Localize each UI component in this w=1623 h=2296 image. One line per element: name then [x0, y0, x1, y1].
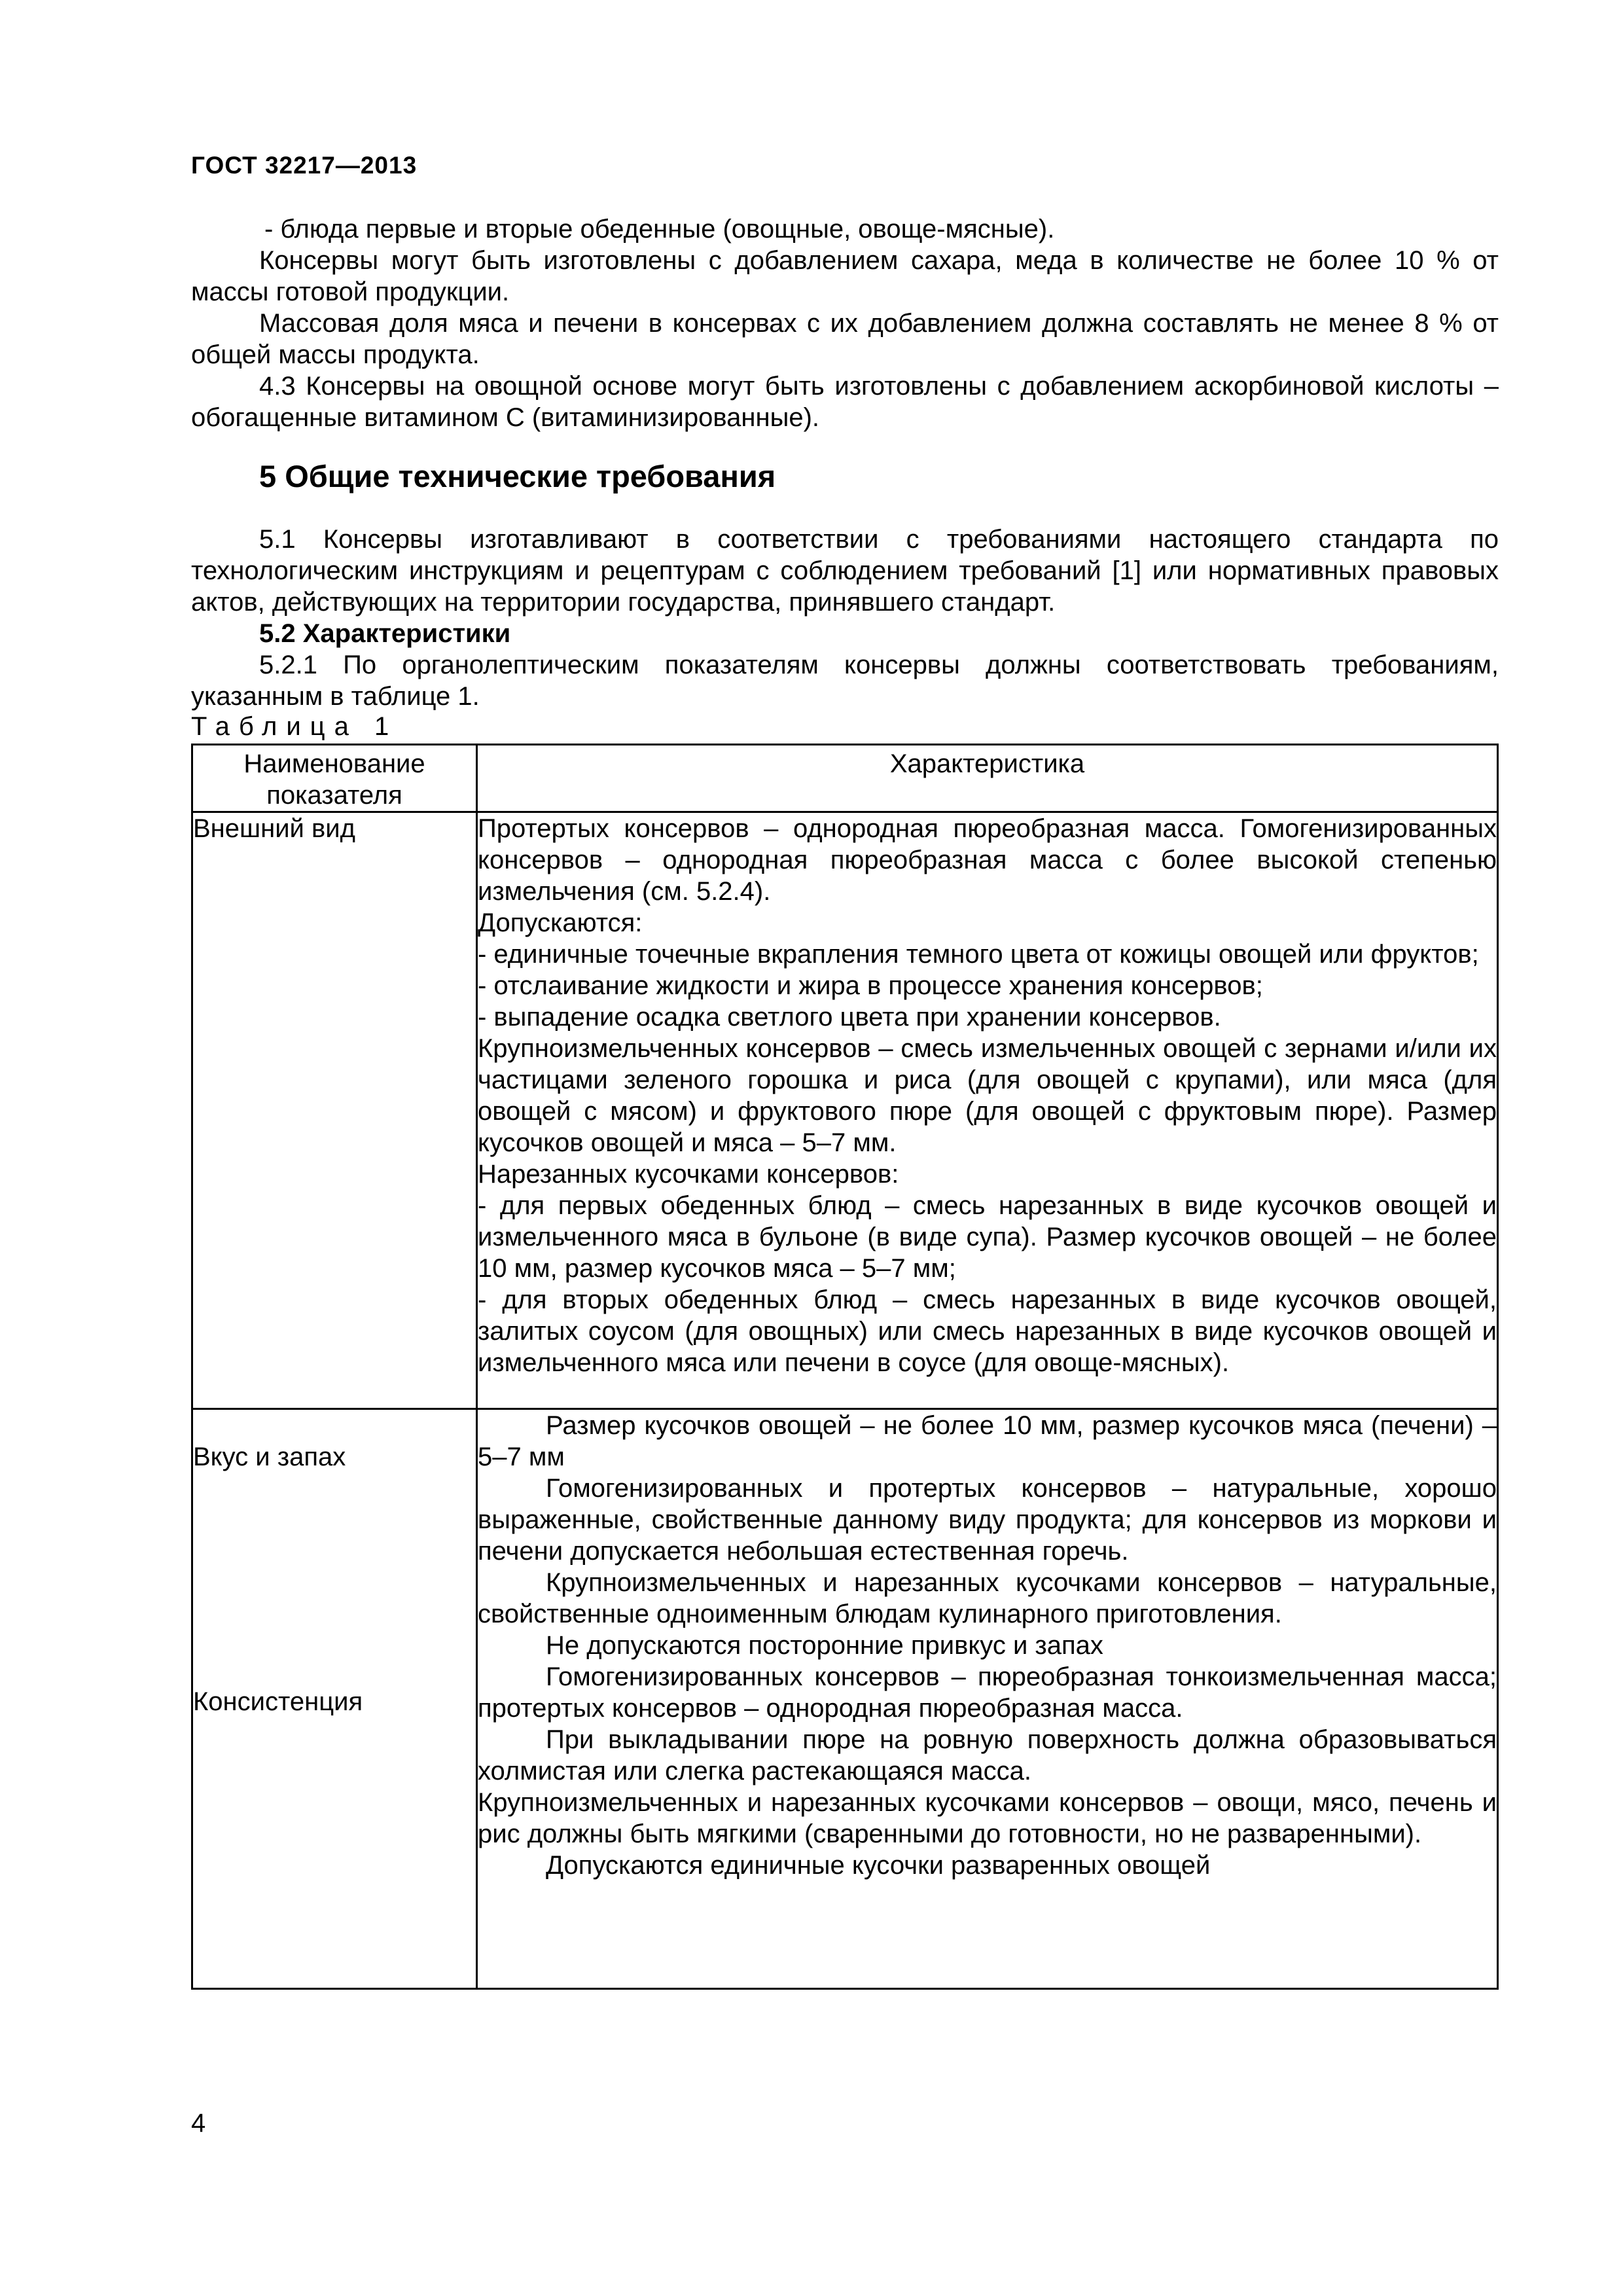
page-number: 4 — [191, 2109, 206, 2138]
cell-paragraph: Допускаются: — [478, 908, 643, 937]
table-row — [192, 1409, 1498, 1989]
intro-paragraph: 4.3 Консервы на овощной основе могут быть изготовлены с добавлением аскорбиновой кислоты – обогащенные витамином С (витаминизированные). — [191, 372, 1499, 432]
row-content — [477, 1409, 1498, 1989]
section-title: 5 Общие технические требования — [259, 459, 776, 493]
cell-paragraph: - отслаивание жидкости и жира в процессе хранения консервов; — [478, 971, 1263, 1000]
cell-paragraph: Допускаются единичные кусочки разваренных овощей — [546, 1851, 1211, 1880]
row-label — [192, 812, 477, 1409]
header-cell-name: Наименование показателя — [192, 745, 477, 812]
intro-paragraph: Консервы могут быть изготовлены с добавлением сахара, меда в количестве не более 10 % от массы готовой продукции. — [191, 246, 1499, 306]
intro-paragraph: Массовая доля мяса и печени в консервах с их добавлением должна составлять не менее 8 % от общей массы продукта. — [191, 309, 1499, 369]
table-row — [192, 812, 1498, 1409]
row-label — [192, 1409, 477, 1989]
row-label-text: Консистенция — [193, 1687, 363, 1716]
cell-paragraph: Размер кусочков овощей – не более 10 мм, размер кусочков мяса (печени) – 5–7 мм — [478, 1411, 1497, 1471]
characteristics-table — [191, 744, 1499, 1990]
row-content — [477, 812, 1498, 1409]
cell-paragraph: - для вторых обеденных блюд – смесь нарезанных в виде кусочков овощей, залитых соусом (для овощных) или смесь нарезанных в виде кусочков овощей и измельченного мяса или печени в соусе (для овоще-мясных). — [478, 1285, 1497, 1377]
cell-paragraph: Гомогенизированных консервов – пюреобразная тонкоизмельченная масса; протертых консервов – однородная пюреобразная масса. — [478, 1662, 1497, 1723]
header-cell-characteristic: Характеристика — [477, 745, 1498, 812]
cell-paragraph: Нарезанных кусочками консервов: — [478, 1160, 899, 1189]
section-paragraph: 5.2.1 По органолептическим показателям консервы должны соответствовать требованиям, указанным в таблице 1. — [191, 651, 1499, 711]
section-5-block — [191, 524, 1499, 712]
table-header-row — [192, 745, 1498, 812]
table-caption: Таблица 1 — [191, 712, 399, 741]
cell-paragraph: Крупноизмельченных и нарезанных кусочками консервов – овощи, мясо, печень и рис должны быть мягкими (сваренными до готовности, но не разваренными). — [478, 1788, 1497, 1848]
subsection-heading: 5.2 Характеристики — [259, 619, 511, 648]
section-paragraph: 5.1 Консервы изготавливают в соответствии с требованиями настоящего стандарта по технологическим инструкциям и рецептурам с соблюдением требований [1] или нормативных правовых актов, действующих на территории государства, принявшего стандарт. — [191, 525, 1499, 617]
row-label-text: Внешний вид — [193, 814, 355, 843]
cell-paragraph: Крупноизмельченных и нарезанных кусочками консервов – натуральные, свойственные одноименным блюдам кулинарного приготовления. — [478, 1568, 1497, 1628]
intro-paragraph: - блюда первые и вторые обеденные (овощные, овоще-мясные). — [264, 215, 1055, 243]
cell-paragraph: При выкладывании пюре на ровную поверхность должна образовываться холмистая или слегка растекающаяся масса. — [478, 1725, 1497, 1785]
cell-paragraph: - единичные точечные вкрапления темного цвета от кожицы овощей или фруктов; — [478, 940, 1479, 969]
cell-paragraph: Гомогенизированных и протертых консервов – натуральные, хорошо выраженные, свойственные данному виду продукта; для консервов из моркови и печени допускается небольшая естественная горечь. — [478, 1474, 1497, 1566]
cell-paragraph: Крупноизмельченных консервов – смесь измельченных овощей с зернами и/или их частицами зеленого горошка и риса (для овощей с крупами), или мяса (для овощей с мясом) и фруктового пюре (для овощей с фруктовым пюре). Размер кусочков овощей и мяса – 5–7 мм. — [478, 1034, 1497, 1157]
row-label-text: Вкус и запах — [193, 1443, 346, 1471]
cell-paragraph: - для первых обеденных блюд – смесь нарезанных в виде кусочков овощей и измельченного мяса в бульоне (в виде супа). Размер кусочков овощей – не более 10 мм, размер кусочков мяса – 5–7 мм; — [478, 1191, 1497, 1283]
cell-paragraph: Не допускаются посторонние привкус и запах — [546, 1631, 1103, 1660]
cell-paragraph: Протертых консервов – однородная пюреобразная масса. Гомогенизированных консервов – однородная пюреобразная масса с более высокой степенью измельчения (см. 5.2.4). — [478, 814, 1497, 906]
intro-block — [191, 213, 1499, 433]
document-header: ГОСТ 32217—2013 — [191, 152, 418, 179]
cell-paragraph: - выпадение осадка светлого цвета при хранении консервов. — [478, 1003, 1221, 1031]
